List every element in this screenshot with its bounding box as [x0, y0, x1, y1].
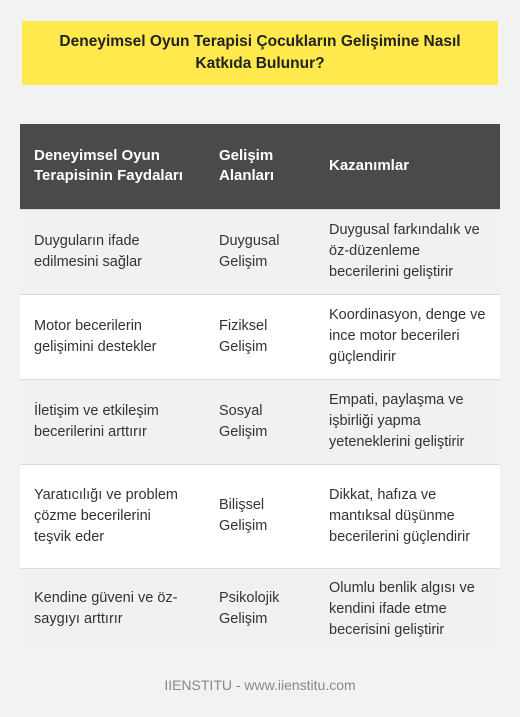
header-development-areas: Gelişim Alanları [203, 124, 313, 209]
cell-gain: Olumlu benlik algısı ve kendini ifade etme becerisini geliştirir [313, 568, 500, 650]
cell-area: Bilişsel Gelişim [203, 464, 313, 568]
page-title: Deneyimsel Oyun Terapisi Çocukların Gelişimine Nasıl Katkıda Bulunur? [59, 33, 461, 72]
title-banner [22, 21, 498, 85]
cell-area: Duygusal Gelişim [203, 209, 313, 294]
cell-area: Psikolojik Gelişim [203, 568, 313, 650]
cell-benefit: Motor becerilerin gelişimini destekler [20, 294, 203, 379]
benefits-table [20, 124, 500, 650]
header-benefits: Deneyimsel Oyun Terapisinin Faydaları [20, 124, 203, 209]
table-row [20, 464, 500, 568]
cell-gain: Empati, paylaşma ve işbirliği yapma yeteneklerini geliştirir [313, 379, 500, 464]
table-row [20, 379, 500, 464]
cell-benefit: Yaratıcılığı ve problem çözme becerilerini teşvik eder [20, 464, 203, 568]
table-row [20, 568, 500, 650]
cell-benefit: Duyguların ifade edilmesini sağlar [20, 209, 203, 294]
cell-benefit: İletişim ve etkileşim becerilerini arttırır [20, 379, 203, 464]
table-row [20, 294, 500, 379]
header-gains: Kazanımlar [313, 124, 500, 209]
cell-gain: Duygusal farkındalık ve öz-düzenleme becerilerini geliştirir [313, 209, 500, 294]
cell-gain: Koordinasyon, denge ve ince motor becerileri güçlendirir [313, 294, 500, 379]
footer-credit: IIENSTITU - www.iienstitu.com [164, 677, 356, 693]
table-row [20, 209, 500, 294]
cell-gain: Dikkat, hafıza ve mantıksal düşünme becerilerini güçlendirir [313, 464, 500, 568]
table-header-row [20, 124, 500, 209]
cell-benefit: Kendine güveni ve öz-saygıyı arttırır [20, 568, 203, 650]
cell-area: Fiziksel Gelişim [203, 294, 313, 379]
cell-area: Sosyal Gelişim [203, 379, 313, 464]
